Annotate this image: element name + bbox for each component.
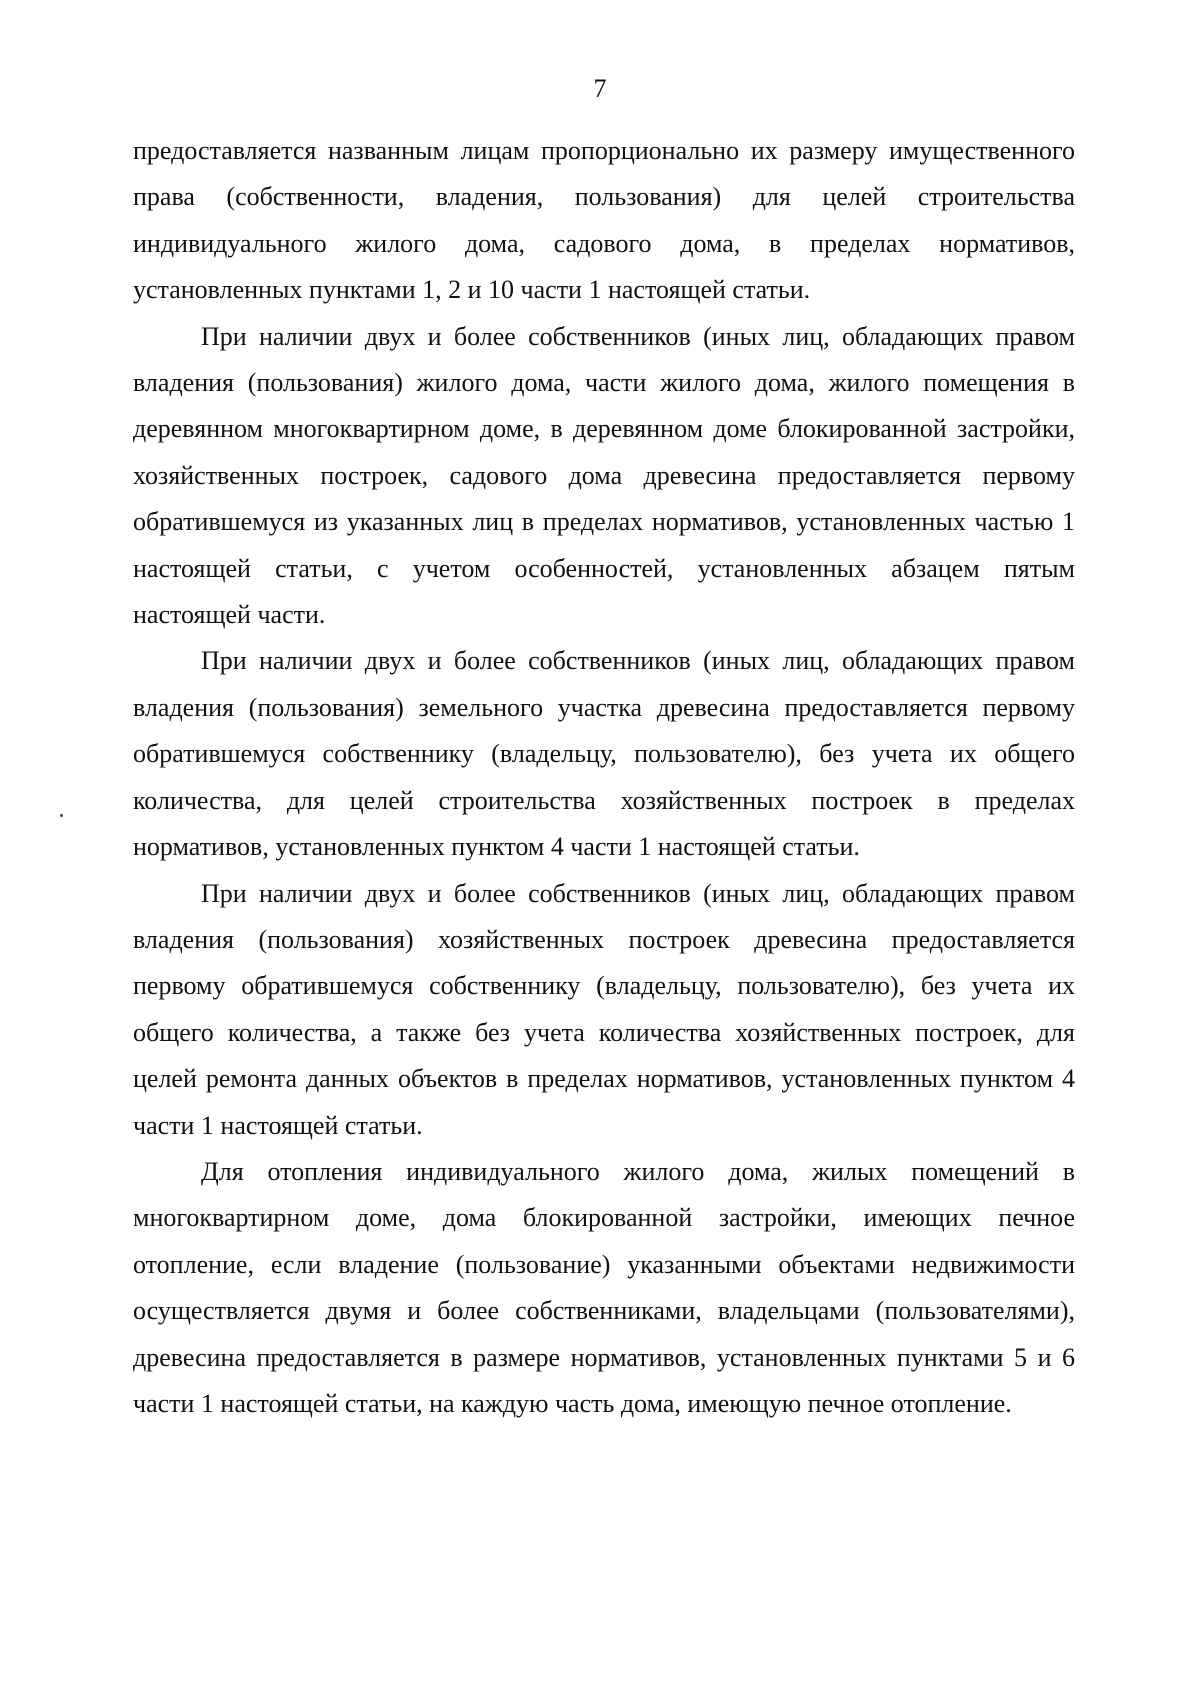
page-number: 7 [593, 74, 607, 103]
document-body [133, 128, 1075, 1427]
paragraph: При наличии двух и более собственников (иных лиц, обладающих правом владения (пользования) жилого дома, части жилого дома, жилого помещения в деревянном многоквартирном доме, в деревянном доме блокированной застройки, хозяйственных построек, садового дома древесина предоставляется первому обратившемуся из указанных лиц в пределах нормативов, установленных частью 1 настоящей статьи, с учетом особенностей, установленных абзацем пятым настоящей части. [133, 321, 1075, 630]
paragraph: предоставляется названным лицам пропорционально их размеру имущественного права (собственности, владения, пользования) для целей строительства индивидуального жилого дома, садового дома, в пределах нормативов, установленных пунктами 1, 2 и 10 части 1 настоящей статьи. [133, 136, 1075, 305]
paragraph: Для отопления индивидуального жилого дома, жилых помещений в многоквартирном доме, дома блокированной застройки, имеющих печное отопление, если владение (пользование) указанными объектами недвижимости осуществляется двумя и более собственниками, владельцами (пользователями), древесина предоставляется в размере нормативов, установленных пунктами 5 и 6 части 1 настоящей статьи, на каждую часть дома, имеющую печное отопление. [133, 1156, 1075, 1418]
paragraph: При наличии двух и более собственников (иных лиц, обладающих правом владения (пользования) хозяйственных построек древесина предоставляется первому обратившемуся собственнику (владельцу, пользователю), без учета их общего количества, а также без учета количества хозяйственных построек, для целей ремонта данных объектов в пределах нормативов, установленных пунктом 4 части 1 настоящей статьи. [133, 878, 1075, 1140]
scan-speck [60, 814, 63, 817]
paragraph: При наличии двух и более собственников (иных лиц, обладающих правом владения (пользования) земельного участка древесина предоставляется первому обратившемуся собственнику (владельцу, пользователю), без учета их общего количества, для целей строительства хозяйственных построек в пределах нормативов, установленных пунктом 4 части 1 настоящей статьи. [133, 646, 1075, 862]
